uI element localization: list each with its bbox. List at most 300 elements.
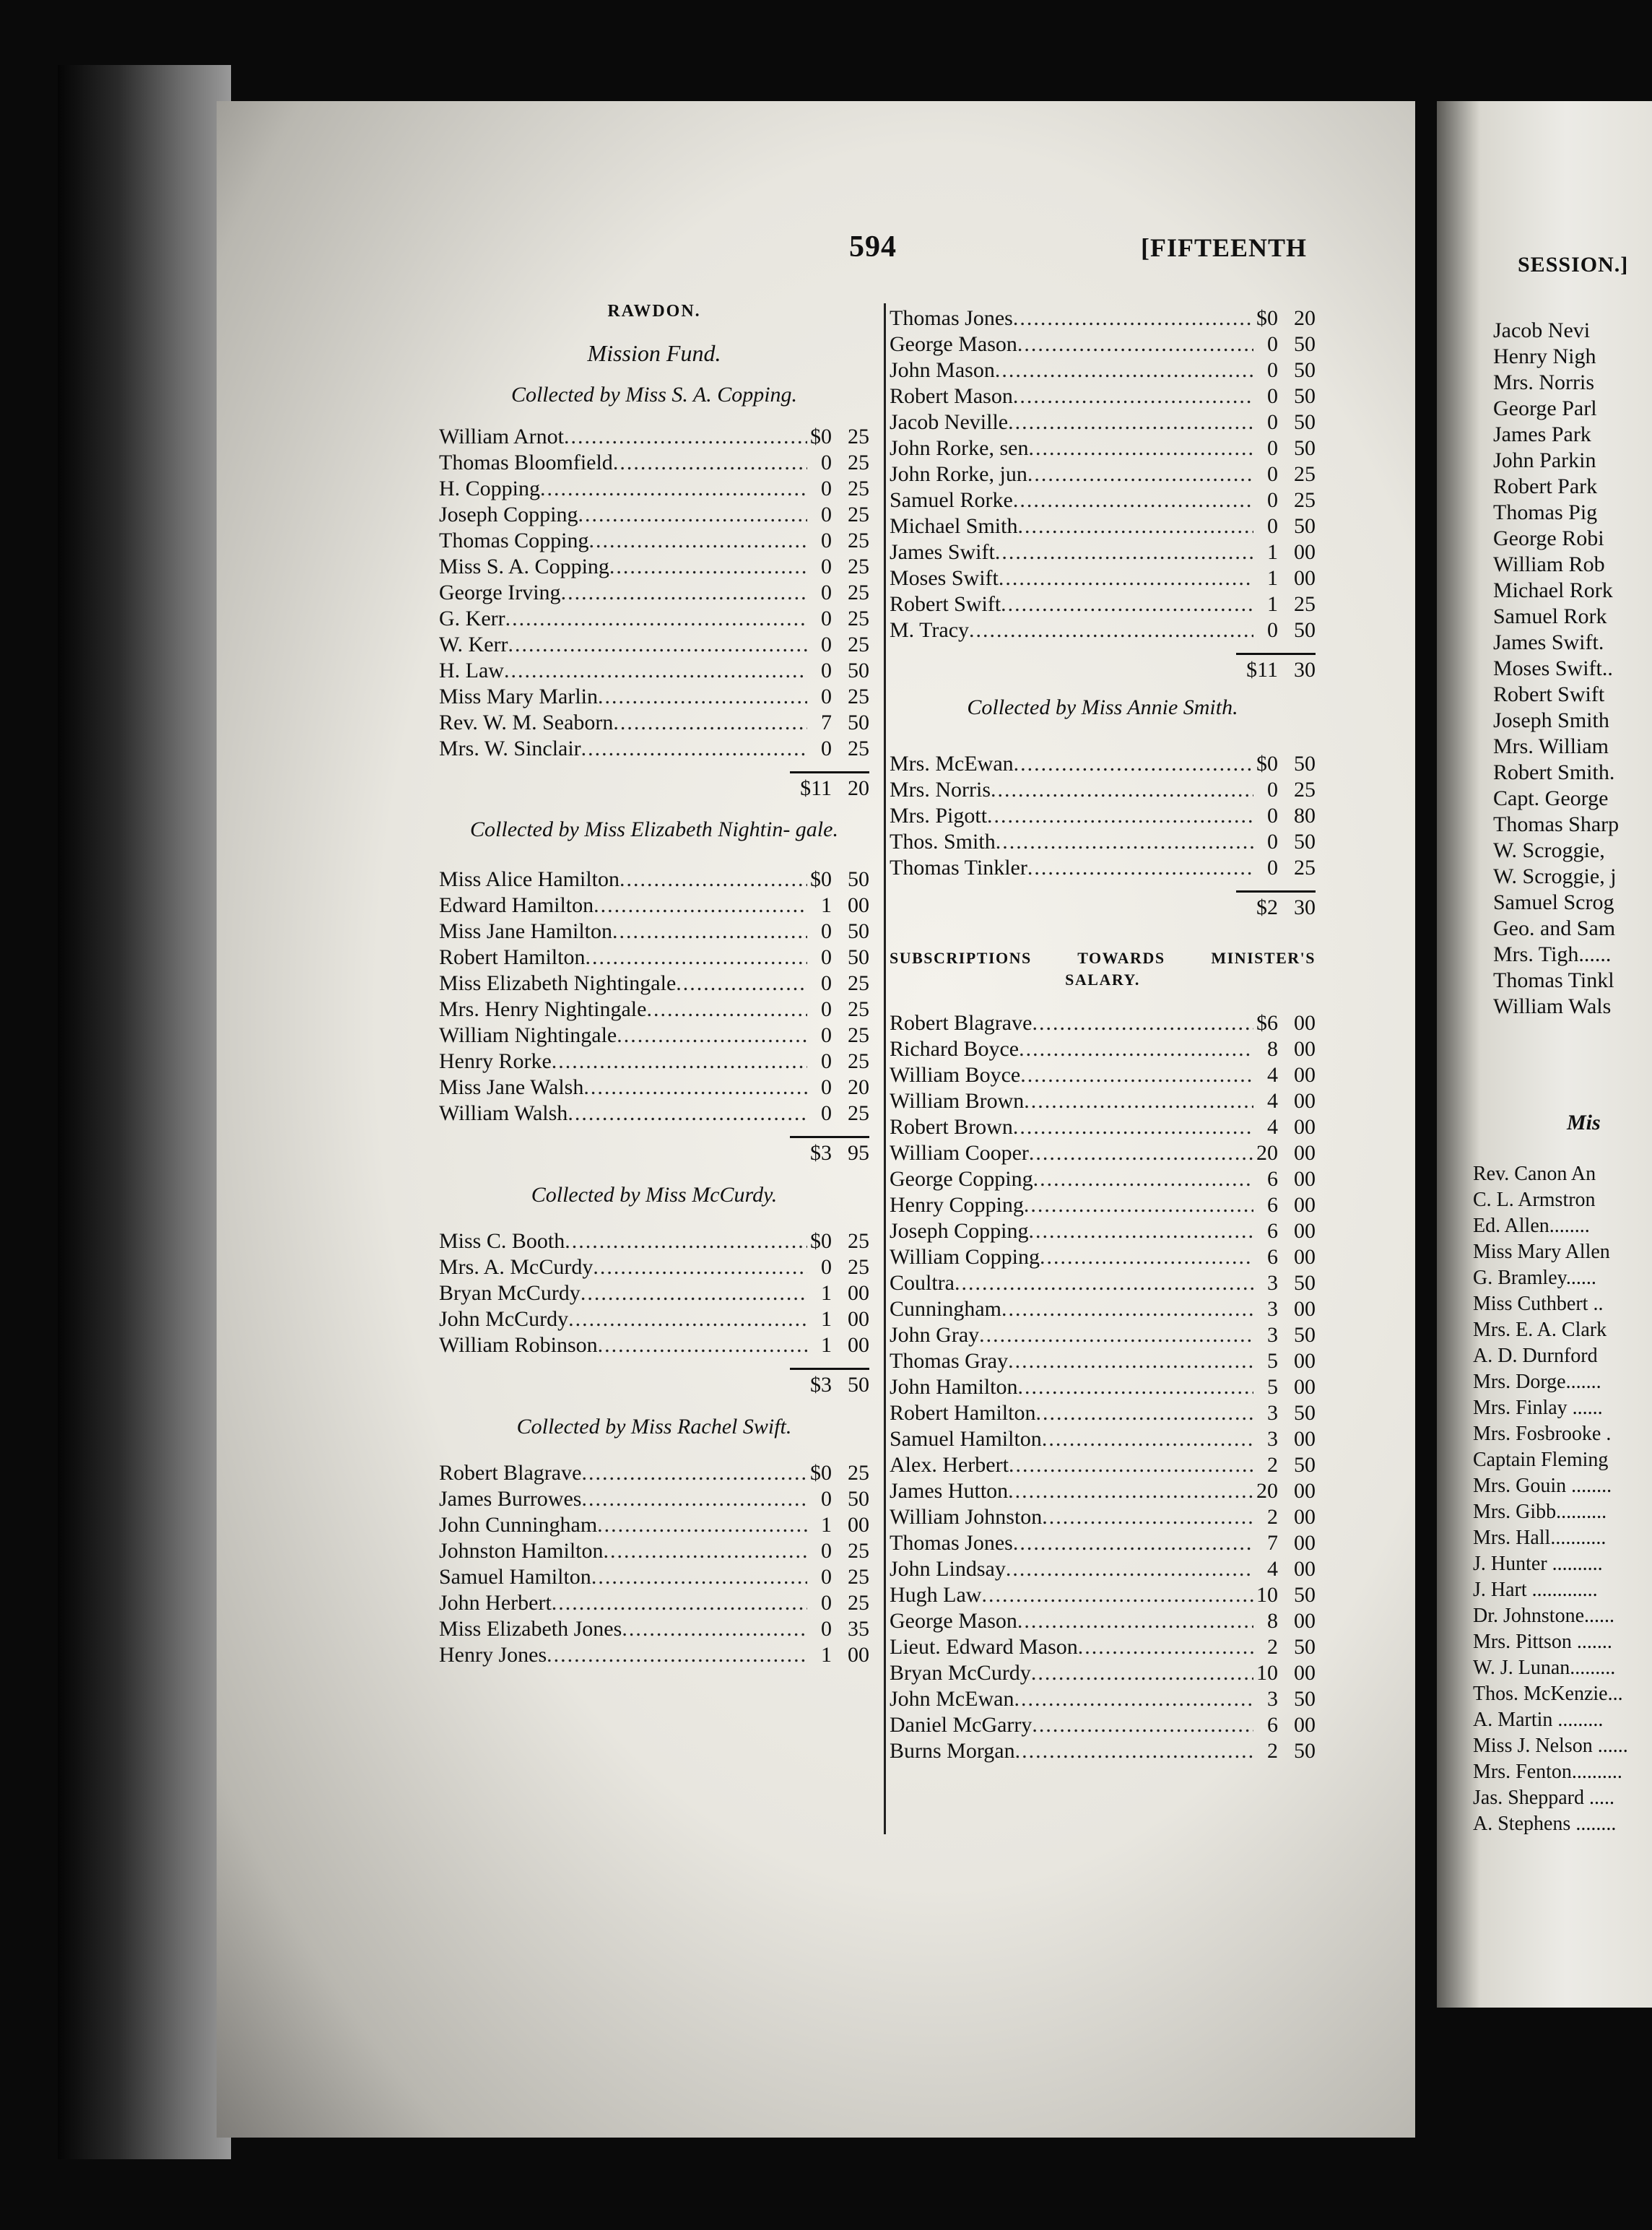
entry-dollars: $0 xyxy=(810,867,832,891)
entry-dollars: 0 xyxy=(1267,856,1278,880)
entry-cents: 50 xyxy=(1294,618,1316,642)
entry-name: Miss S. A. Copping xyxy=(439,555,609,578)
facing-page xyxy=(1437,101,1652,2008)
entry-name: H. Law xyxy=(439,659,504,682)
entry-dollars: 4 xyxy=(1267,1089,1278,1113)
leader-dots xyxy=(1006,1557,1253,1582)
entry-cents: 50 xyxy=(1294,1687,1316,1711)
entry-cents: 25 xyxy=(848,1049,869,1073)
leader-dots xyxy=(552,1049,807,1074)
list-item xyxy=(439,919,869,945)
leader-dots xyxy=(609,555,807,579)
entry-dollars: 0 xyxy=(821,1023,832,1047)
entry-name: William Cooper xyxy=(890,1141,1029,1165)
entry-name: William Copping xyxy=(890,1245,1040,1269)
facing-list-item: Moses Swift.. xyxy=(1493,656,1613,680)
entry-name: George Copping xyxy=(890,1167,1033,1191)
entry-dollars: 0 xyxy=(821,1101,832,1125)
entry-cents: 00 xyxy=(1294,1063,1316,1087)
section-total xyxy=(890,893,1316,923)
list-item xyxy=(890,1739,1316,1765)
entry-cents: 50 xyxy=(848,1487,869,1511)
facing-list-item: Henry Nigh xyxy=(1493,344,1596,368)
leader-dots xyxy=(581,1487,807,1511)
entry-name: Lieut. Edward Mason xyxy=(890,1635,1078,1659)
entry-cents: 25 xyxy=(848,1229,869,1253)
entry-dollars: 0 xyxy=(821,581,832,604)
entry-cents: 80 xyxy=(1294,804,1316,828)
total-dollars: $2 xyxy=(1256,895,1278,919)
entry-cents: 50 xyxy=(1294,1635,1316,1659)
facing-list-item: Mrs. Finlay ...... xyxy=(1473,1397,1603,1419)
entry-dollars: 1 xyxy=(1267,540,1278,564)
entry-dollars: 6 xyxy=(1267,1245,1278,1269)
entry-dollars: 0 xyxy=(821,919,832,943)
list-item xyxy=(890,752,1316,778)
entry-dollars: 0 xyxy=(821,503,832,526)
entry-cents: 00 xyxy=(1294,566,1316,590)
entry-dollars: 6 xyxy=(1267,1193,1278,1217)
leader-dots xyxy=(568,1101,807,1126)
entry-name: William Brown xyxy=(890,1089,1025,1113)
leader-dots xyxy=(1033,1167,1253,1192)
leader-dots xyxy=(561,581,807,605)
entry-dollars: 0 xyxy=(821,997,832,1021)
leader-dots xyxy=(1001,592,1253,617)
entry-dollars: 4 xyxy=(1267,1063,1278,1087)
entry-cents: 25 xyxy=(848,633,869,656)
entry-dollars: 4 xyxy=(1267,1557,1278,1581)
book-spine-shadow xyxy=(58,65,231,2159)
entry-name: John Herbert xyxy=(439,1591,552,1615)
entry-dollars: 1 xyxy=(821,1513,832,1537)
facing-list-item: A. Stephens ........ xyxy=(1473,1813,1617,1835)
section-total xyxy=(439,1138,869,1168)
entry-name: Hugh Law xyxy=(890,1583,982,1607)
entry-dollars: 4 xyxy=(1267,1115,1278,1139)
facing-list-item: W. Scroggie, xyxy=(1493,838,1605,862)
entry-name: John McCurdy xyxy=(439,1307,569,1331)
entry-dollars: 7 xyxy=(1267,1531,1278,1555)
entry-cents: 00 xyxy=(848,1333,869,1357)
facing-list-item: Mrs. Pittson ....... xyxy=(1473,1631,1612,1653)
left-column xyxy=(439,302,869,1669)
list-item xyxy=(439,1539,869,1565)
entry-cents: 00 xyxy=(1294,1609,1316,1633)
entry-name: Thomas Gray xyxy=(890,1349,1009,1373)
column-divider xyxy=(884,303,886,1834)
entry-dollars: $0 xyxy=(1256,306,1278,330)
list-item xyxy=(890,1609,1316,1635)
list-item xyxy=(890,540,1316,566)
list-item xyxy=(890,488,1316,514)
entry-dollars: 0 xyxy=(821,1565,832,1589)
entry-name: James Swift xyxy=(890,540,995,564)
entry-cents: 50 xyxy=(1294,514,1316,538)
entry-name: John Cunningham xyxy=(439,1513,598,1537)
section-entries xyxy=(890,1011,1316,1765)
list-item xyxy=(439,997,869,1023)
entry-name: Robert Hamilton xyxy=(439,945,586,969)
list-item xyxy=(890,1245,1316,1271)
entry-cents: 00 xyxy=(848,1281,869,1305)
leader-dots xyxy=(995,540,1253,565)
entry-dollars: 2 xyxy=(1267,1635,1278,1659)
facing-list-item: William Wals xyxy=(1493,994,1612,1018)
leader-dots xyxy=(1017,514,1253,539)
entry-name: John Lindsay xyxy=(890,1557,1006,1581)
facing-list-item: J. Hart ............. xyxy=(1473,1579,1598,1601)
list-item xyxy=(890,436,1316,462)
entry-dollars: 2 xyxy=(1267,1505,1278,1529)
entry-dollars: 8 xyxy=(1267,1609,1278,1633)
section-entries xyxy=(439,1229,869,1359)
facing-list-item: Thomas Pig xyxy=(1493,500,1598,524)
leader-dots xyxy=(593,1255,807,1280)
facing-list-item: Robert Smith. xyxy=(1493,760,1615,784)
leader-dots xyxy=(505,607,807,631)
entry-cents: 50 xyxy=(848,867,869,891)
list-item xyxy=(890,332,1316,358)
entry-cents: 25 xyxy=(848,685,869,708)
leader-dots xyxy=(1032,1011,1253,1036)
entry-name: William Walsh xyxy=(439,1101,568,1125)
entry-name: George Mason xyxy=(890,332,1017,356)
list-item xyxy=(890,1531,1316,1557)
list-item xyxy=(890,1037,1316,1063)
section-heading: Collected by Miss Rachel Swift. xyxy=(516,1415,792,1439)
entry-name: Jacob Neville xyxy=(890,410,1009,434)
facing-list-item: Mrs. Gouin ........ xyxy=(1473,1475,1612,1497)
entry-cents: 00 xyxy=(848,893,869,917)
fund-heading: Mission Fund. xyxy=(587,340,721,366)
list-item xyxy=(439,1487,869,1513)
entry-cents: 50 xyxy=(1294,358,1316,382)
list-item xyxy=(439,1229,869,1255)
entry-cents: 00 xyxy=(1294,1479,1316,1503)
entry-name: Mrs. Norris xyxy=(890,778,991,802)
entry-dollars: 0 xyxy=(821,1591,832,1615)
entry-name: John McEwan xyxy=(890,1687,1014,1711)
entry-name: John Hamilton xyxy=(890,1375,1018,1399)
facing-list-item: Mrs. William xyxy=(1493,734,1609,758)
entry-dollars: 5 xyxy=(1267,1349,1278,1373)
entry-name: Joseph Copping xyxy=(439,503,578,526)
facing-list-item: Jacob Nevi xyxy=(1493,318,1591,342)
entry-dollars: 20 xyxy=(1256,1479,1278,1503)
entry-name: Thomas Jones xyxy=(890,1531,1013,1555)
entry-name: Alex. Herbert xyxy=(890,1453,1009,1477)
entry-dollars: 2 xyxy=(1267,1453,1278,1477)
entry-dollars: 1 xyxy=(821,1281,832,1305)
leader-dots xyxy=(996,830,1253,854)
entry-dollars: 0 xyxy=(821,633,832,656)
entry-cents: 25 xyxy=(848,997,869,1021)
entry-dollars: 3 xyxy=(1267,1687,1278,1711)
entry-name: H. Copping xyxy=(439,477,541,500)
entry-dollars: 1 xyxy=(1267,592,1278,616)
salary-heading-line-1: SUBSCRIPTIONS TOWARDS MINISTER'S xyxy=(890,949,1316,967)
entry-name: Daniel McGarry xyxy=(890,1713,1032,1737)
entry-dollars: 2 xyxy=(1267,1739,1278,1763)
facing-list-item: Rev. Canon An xyxy=(1473,1163,1596,1185)
list-item xyxy=(890,1193,1316,1219)
entry-dollars: 0 xyxy=(1267,358,1278,382)
facing-list-item: Joseph Smith xyxy=(1493,708,1609,732)
right-column xyxy=(890,306,1316,1765)
entry-dollars: 0 xyxy=(1267,488,1278,512)
list-item xyxy=(890,1713,1316,1739)
entry-cents: 50 xyxy=(1294,1271,1316,1295)
entry-dollars: 20 xyxy=(1256,1141,1278,1165)
facing-list-item: James Swift. xyxy=(1493,630,1604,654)
entry-cents: 50 xyxy=(848,945,869,969)
facing-list-item: Mrs. Fenton.......... xyxy=(1473,1761,1622,1783)
list-item xyxy=(890,1011,1316,1037)
entry-name: Miss Jane Walsh xyxy=(439,1075,584,1099)
leader-dots xyxy=(585,945,807,970)
list-item xyxy=(439,1333,869,1359)
entry-cents: 00 xyxy=(1294,1193,1316,1217)
facing-list-item: Samuel Scrog xyxy=(1493,890,1614,914)
entry-name: G. Kerr xyxy=(439,607,505,630)
entry-name: Thomas Bloomfield xyxy=(439,451,613,474)
leader-dots xyxy=(1042,1505,1253,1530)
entry-dollars: 0 xyxy=(821,1049,832,1073)
facing-list-item: Jas. Sheppard ..... xyxy=(1473,1787,1614,1809)
entry-name: Henry Jones xyxy=(439,1643,547,1667)
list-item xyxy=(890,1635,1316,1661)
salary-heading xyxy=(890,947,1316,991)
entry-dollars: $0 xyxy=(810,1229,832,1253)
entry-name: Henry Copping xyxy=(890,1193,1024,1217)
list-item xyxy=(439,1101,869,1127)
entry-name: Joseph Copping xyxy=(890,1219,1029,1243)
facing-list-item: Robert Swift xyxy=(1493,682,1605,706)
list-item xyxy=(439,477,869,503)
entry-name: Mrs. Pigott xyxy=(890,804,988,828)
entry-dollars: 0 xyxy=(821,1075,832,1099)
list-item xyxy=(439,1255,869,1281)
list-item xyxy=(890,618,1316,644)
facing-list-item: Thos. McKenzie... xyxy=(1473,1683,1623,1705)
entry-dollars: 0 xyxy=(821,607,832,630)
leader-dots xyxy=(1008,1479,1253,1504)
total-dollars: $3 xyxy=(810,1141,832,1165)
section-total xyxy=(439,773,869,804)
entry-name: Mrs. Henry Nightingale xyxy=(439,997,647,1021)
entry-name: M. Tracy xyxy=(890,618,970,642)
leader-dots xyxy=(591,1565,807,1589)
leader-dots xyxy=(508,633,807,657)
leader-dots xyxy=(981,1583,1253,1608)
list-item xyxy=(890,1063,1316,1089)
entry-name: Bryan McCurdy xyxy=(439,1281,581,1305)
leader-dots xyxy=(991,778,1253,802)
entry-cents: 25 xyxy=(848,1591,869,1615)
entry-cents: 50 xyxy=(1294,1453,1316,1477)
section-entries xyxy=(439,867,869,1127)
list-item xyxy=(439,1513,869,1539)
entry-cents: 25 xyxy=(1294,592,1316,616)
entry-cents: 50 xyxy=(1294,830,1316,854)
leader-dots xyxy=(564,425,807,449)
entry-name: Robert Blagrave xyxy=(890,1011,1032,1035)
entry-cents: 50 xyxy=(1294,1583,1316,1607)
facing-list-item: George Parl xyxy=(1493,396,1597,420)
leader-dots xyxy=(589,529,808,553)
entry-name: Robert Mason xyxy=(890,384,1013,408)
list-item xyxy=(890,1219,1316,1245)
list-item xyxy=(890,1375,1316,1401)
list-item xyxy=(439,893,869,919)
list-item xyxy=(439,945,869,971)
entry-name: Robert Swift xyxy=(890,592,1001,616)
leader-dots xyxy=(597,1513,807,1537)
entry-name: Michael Smith xyxy=(890,514,1018,538)
list-item xyxy=(890,1583,1316,1609)
entry-dollars: 0 xyxy=(821,1487,832,1511)
leader-dots xyxy=(1008,410,1253,435)
facing-list-item: Mrs. Gibb.......... xyxy=(1473,1501,1607,1523)
leader-dots xyxy=(969,618,1253,643)
facing-list-item: Miss Mary Allen xyxy=(1473,1241,1610,1263)
entry-dollars: 1 xyxy=(821,1643,832,1667)
facing-list-item: Mrs. Norris xyxy=(1493,370,1594,394)
entry-cents: 25 xyxy=(848,1461,869,1485)
total-cents: 20 xyxy=(848,776,869,800)
list-item xyxy=(890,1427,1316,1453)
entry-name: Miss Jane Hamilton xyxy=(439,919,612,943)
entry-cents: 00 xyxy=(1294,1245,1316,1269)
entry-dollars: 10 xyxy=(1256,1583,1278,1607)
list-item xyxy=(439,581,869,607)
facing-list-item: William Rob xyxy=(1493,552,1605,576)
entry-cents: 00 xyxy=(1294,1011,1316,1035)
leader-dots xyxy=(1015,1739,1253,1763)
entry-name: George Irving xyxy=(439,581,561,604)
entry-cents: 25 xyxy=(848,1101,869,1125)
entry-name: Richard Boyce xyxy=(890,1037,1020,1061)
list-item xyxy=(890,1271,1316,1297)
entry-dollars: 0 xyxy=(821,451,832,474)
entry-cents: 00 xyxy=(848,1307,869,1331)
facing-list-item: John Parkin xyxy=(1493,448,1596,472)
facing-list-item: A. D. Durnford xyxy=(1473,1345,1598,1367)
entry-name: Thomas Copping xyxy=(439,529,589,552)
facing-list-item: Mrs. Hall........... xyxy=(1473,1527,1607,1549)
list-item xyxy=(890,778,1316,804)
leader-dots xyxy=(604,1539,807,1563)
leader-dots xyxy=(613,711,807,735)
leader-dots xyxy=(1031,1661,1253,1685)
entry-dollars: 3 xyxy=(1267,1271,1278,1295)
entry-cents: 00 xyxy=(1294,1037,1316,1061)
total-dollars: $11 xyxy=(1246,658,1278,682)
leader-dots xyxy=(1024,1193,1253,1218)
leader-dots xyxy=(622,1617,807,1641)
entry-name: Robert Blagrave xyxy=(439,1461,582,1485)
leader-dots xyxy=(987,804,1253,828)
list-item xyxy=(890,592,1316,618)
facing-list-item: Michael Rork xyxy=(1493,578,1613,602)
list-item xyxy=(890,1141,1316,1167)
leader-dots xyxy=(1040,1245,1253,1270)
entry-cents: 50 xyxy=(1294,436,1316,460)
entry-name: Mrs. W. Sinclair xyxy=(439,737,581,760)
leader-dots xyxy=(1028,436,1253,461)
entry-cents: 25 xyxy=(848,477,869,500)
leader-dots xyxy=(1013,306,1253,331)
list-item xyxy=(890,1453,1316,1479)
list-item xyxy=(439,451,869,477)
entry-cents: 00 xyxy=(1294,1531,1316,1555)
leader-dots xyxy=(581,1281,807,1306)
entry-cents: 00 xyxy=(1294,1349,1316,1373)
leader-dots xyxy=(613,451,807,475)
section-heading: Collected by Miss Annie Smith. xyxy=(967,695,1238,719)
entry-dollars: $0 xyxy=(810,1461,832,1485)
list-item xyxy=(439,555,869,581)
entry-dollars: $6 xyxy=(1256,1011,1278,1035)
entry-name: William Arnot xyxy=(439,425,564,448)
list-item xyxy=(890,856,1316,882)
section-heading: Collected by Miss Elizabeth Nightin- gale. xyxy=(470,817,838,841)
facing-list-item: Mrs. E. A. Clark xyxy=(1473,1319,1607,1341)
entry-dollars: 1 xyxy=(821,1307,832,1331)
leader-dots xyxy=(1009,1453,1253,1478)
list-item xyxy=(439,633,869,659)
leader-dots xyxy=(583,1075,807,1100)
facing-list-item: George Robi xyxy=(1493,526,1604,550)
list-item xyxy=(890,1479,1316,1505)
entry-cents: 25 xyxy=(848,737,869,760)
entry-name: Edward Hamilton xyxy=(439,893,594,917)
entry-name: Miss C. Booth xyxy=(439,1229,565,1253)
entry-dollars: 0 xyxy=(821,1255,832,1279)
leader-dots xyxy=(598,1333,807,1358)
entry-name: Miss Mary Marlin xyxy=(439,685,598,708)
leader-dots xyxy=(565,1229,807,1254)
leader-dots xyxy=(646,997,807,1022)
leader-dots xyxy=(1029,1219,1253,1244)
list-item xyxy=(890,1661,1316,1687)
list-item xyxy=(890,358,1316,384)
entry-dollars: $0 xyxy=(810,425,832,448)
list-item xyxy=(439,607,869,633)
section-entries xyxy=(890,752,1316,882)
entry-dollars: 6 xyxy=(1267,1167,1278,1191)
entry-name: Bryan McCurdy xyxy=(890,1661,1031,1685)
facing-list-item: Dr. Johnstone...... xyxy=(1473,1605,1614,1627)
list-item xyxy=(439,1075,869,1101)
running-head: [FIFTEENTH xyxy=(1141,233,1308,262)
entry-name: Burns Morgan xyxy=(890,1739,1015,1763)
facing-list-item: Mrs. Dorge....... xyxy=(1473,1371,1601,1393)
entry-dollars: 0 xyxy=(821,971,832,995)
list-item xyxy=(890,1349,1316,1375)
facing-list-item: Captain Fleming xyxy=(1473,1449,1609,1471)
entry-dollars: 0 xyxy=(1267,778,1278,802)
entry-dollars: 3 xyxy=(1267,1323,1278,1347)
leader-dots xyxy=(504,659,807,683)
entry-dollars: 8 xyxy=(1267,1037,1278,1061)
facing-list-item: W. J. Lunan......... xyxy=(1473,1657,1616,1679)
entry-cents: 25 xyxy=(848,1023,869,1047)
entry-name: John Mason xyxy=(890,358,995,382)
leader-dots xyxy=(1029,1141,1253,1166)
list-item xyxy=(439,1023,869,1049)
